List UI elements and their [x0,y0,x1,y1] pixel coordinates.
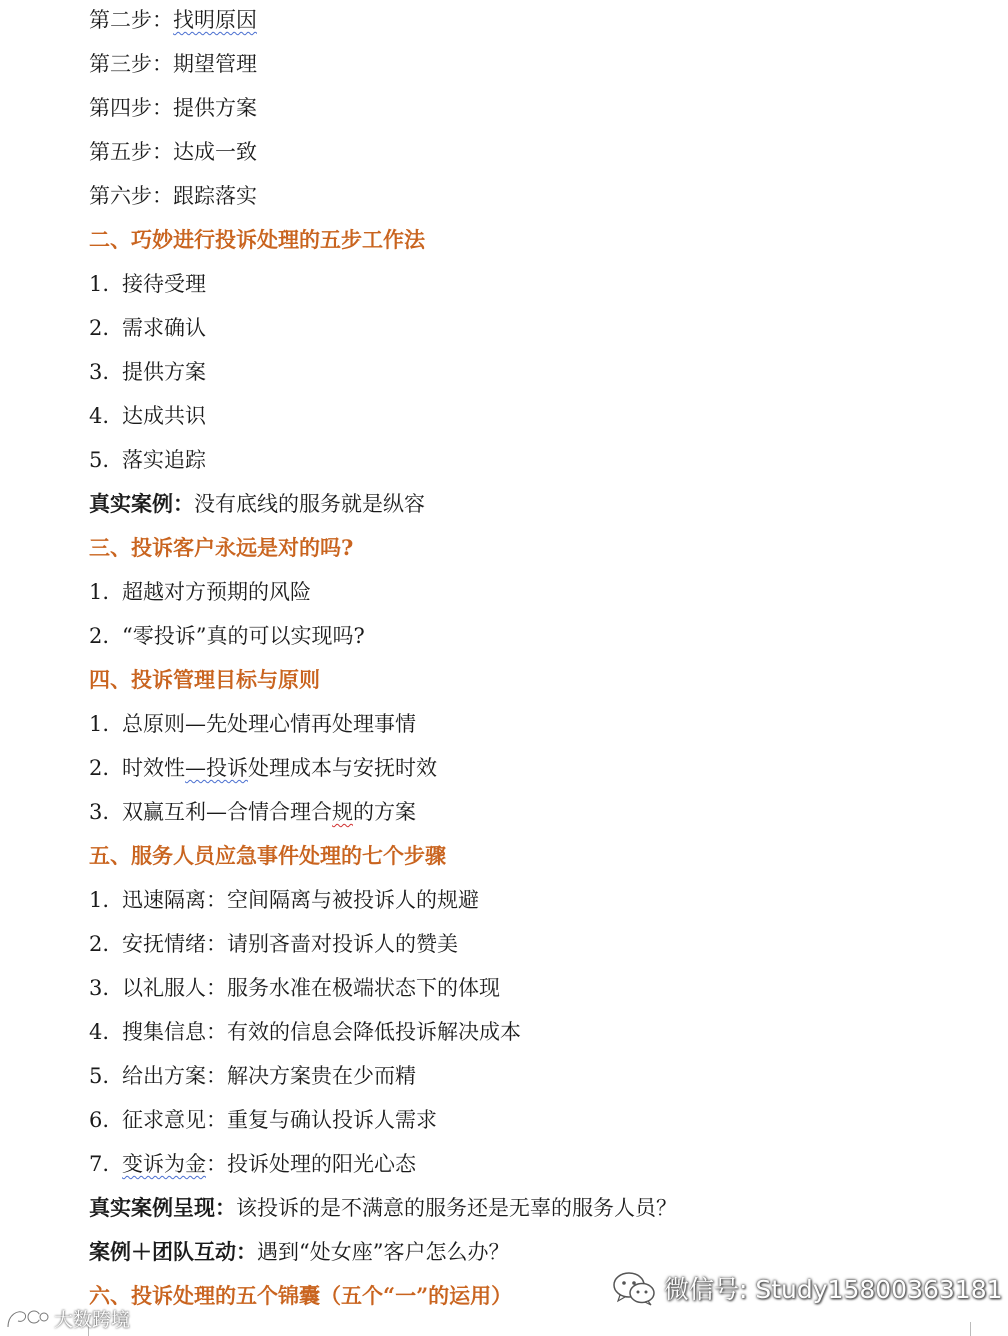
item-text: 落实追踪 [122,448,206,472]
list-item [89,1150,416,1178]
step-text: 跟踪落实 [173,184,257,208]
list-item [89,798,416,826]
item-text: 的方案 [353,800,416,824]
section-heading: 二、巧妙进行投诉处理的五步工作法 [89,227,425,252]
item-number: 2. [89,316,110,340]
item-text: 需求确认 [122,316,206,340]
list-item [89,1062,416,1090]
item-text: 提供方案 [122,360,206,384]
list-item [89,578,311,606]
item-number: 4. [89,1020,110,1044]
list-item [89,622,365,650]
item-text: 规 [332,800,353,824]
item-number: 5. [89,448,110,472]
list-item [89,886,479,914]
item-number: 2. [89,756,110,780]
step-text: 达成一致 [173,140,257,164]
item-number: 2. [89,624,110,648]
step-prefix: 第二步： [89,8,173,32]
item-text: 变诉为金 [122,1152,206,1176]
case-text: 遇到“处女座”客户怎么办？ [257,1240,510,1264]
brand-logo [4,1303,130,1333]
case-line [89,1238,509,1266]
list-item [89,446,206,474]
section-heading: 三、投诉客户永远是对的吗? [89,535,354,560]
logo-icon [4,1305,50,1331]
wechat-watermark [612,1268,1003,1308]
item-number: 1. [89,272,110,296]
list-item [89,402,206,430]
item-text: —投诉 [185,756,248,780]
list-item [89,1106,437,1134]
section-heading: 六、投诉处理的五个锦囊（五个“一”的运用） [89,1283,513,1308]
step-text: 提供方案 [173,96,257,120]
step-line [89,182,257,210]
item-text: 给出方案：解决方案贵在少而精 [122,1064,416,1088]
watermark-text: 微信号: Study15800363181 [664,1275,1003,1304]
section-heading: 五、服务人员应急事件处理的七个步骤 [89,843,446,868]
list-item [89,710,416,738]
list-item [89,270,206,298]
item-number: 1. [89,888,110,912]
case-text: 没有底线的服务就是纵容 [194,492,425,516]
item-number: 6. [89,1108,110,1132]
list-item [89,974,500,1002]
item-number: 5. [89,1064,110,1088]
case-line [89,1194,677,1222]
item-text: 超越对方预期的风险 [122,580,311,604]
step-line [89,94,257,122]
page-margin-marker [970,1322,971,1336]
list-item [89,930,458,958]
step-prefix: 第四步： [89,96,173,120]
wechat-icon [612,1270,656,1306]
item-text: 以礼服人：服务水准在极端状态下的体现 [122,976,500,1000]
item-text: 总原则—先处理心情再处理事情 [122,712,416,736]
item-number: 1. [89,580,110,604]
item-text: 双赢互利—合情合理合 [122,800,332,824]
list-item [89,754,437,782]
item-number: 2. [89,932,110,956]
list-item [89,358,206,386]
step-line [89,138,257,166]
step-prefix: 第六步： [89,184,173,208]
item-number: 3. [89,360,110,384]
item-number: 1. [89,712,110,736]
item-number: 7. [89,1152,110,1176]
step-text: 找明原因 [173,8,257,32]
step-text: 期望管理 [173,52,257,76]
item-text: 搜集信息：有效的信息会降低投诉解决成本 [122,1020,521,1044]
item-text: 达成共识 [122,404,206,428]
item-number: 3. [89,800,110,824]
step-line [89,6,257,34]
step-prefix: 第五步： [89,140,173,164]
case-text: 该投诉的是不满意的服务还是无辜的服务人员？ [236,1196,677,1220]
case-label: 真实案例呈现： [89,1195,236,1220]
item-text: 安抚情绪：请别吝啬对投诉人的赞美 [122,932,458,956]
item-text: ：投诉处理的阳光心态 [206,1152,416,1176]
item-text: 迅速隔离：空间隔离与被投诉人的规避 [122,888,479,912]
list-item [89,1018,521,1046]
logo-text: 大数跨境 [54,1308,131,1331]
list-item [89,314,206,342]
case-label: 真实案例： [89,491,194,516]
section-heading: 四、投诉管理目标与原则 [89,667,320,692]
item-text: 时效性 [122,756,185,780]
step-line [89,50,257,78]
case-line [89,490,425,518]
step-prefix: 第三步： [89,52,173,76]
item-number: 3. [89,976,110,1000]
item-text: 接待受理 [122,272,206,296]
item-number: 4. [89,404,110,428]
case-label: 案例＋团队互动： [89,1239,257,1264]
item-text: 征求意见：重复与确认投诉人需求 [122,1108,437,1132]
item-text: 处理成本与安抚时效 [248,756,437,780]
item-text: “零投诉”真的可以实现吗? [122,624,365,648]
